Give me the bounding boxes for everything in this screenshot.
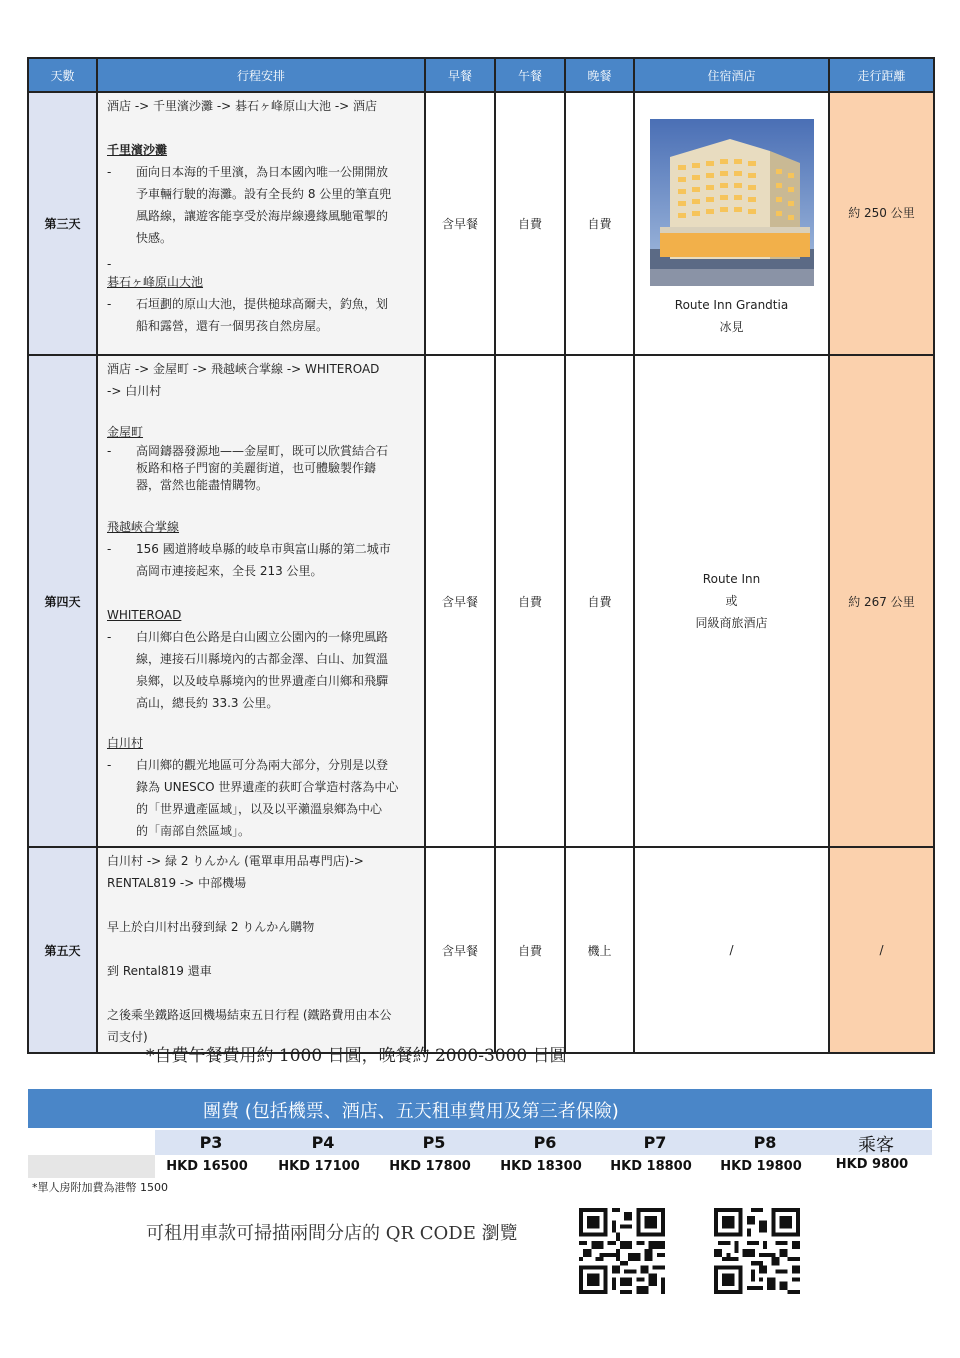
table-row-day4 [28, 355, 934, 847]
spot-desc: 156 國道將岐阜縣的岐阜市與富山縣的第二城市 [136, 542, 391, 556]
schedule-line: 到 Rental819 還車 [107, 964, 212, 978]
qr-code-icon[interactable] [714, 1208, 800, 1294]
header-schedule: 行程安排 [97, 58, 425, 92]
spot-desc: 泉鄉，以及岐阜縣境內的世界遺產白川鄉和飛驒 [136, 674, 389, 688]
fee-tier-label: P4 [311, 1133, 335, 1152]
distance-cell: 約 267 公里 [829, 355, 934, 847]
fee-title: 團費 (包括機票、酒店、五天租車費用及第三者保險) [203, 1101, 619, 1122]
hotel-location: 冰見 [719, 320, 744, 334]
distance-cell: 約 250 公里 [829, 92, 934, 355]
spot-title: 千里濱沙灘 [107, 143, 168, 157]
spot-title: 飛越峽合掌線 [107, 520, 180, 534]
hotel-alt: 同級商旅酒店 [695, 616, 768, 630]
fee-tier-label: P6 [533, 1133, 557, 1152]
spot-desc: 石垣劃的原山大池，提供槌球高爾夫，釣魚，划 [136, 297, 389, 311]
spot-desc: 的「世界遺產區域」，以及以平瀨溫泉鄉為中心 [136, 802, 383, 816]
route-text: 酒店 -> 金屋町 -> 飛越峽合掌線 -> WHITEROAD [107, 362, 380, 376]
schedule-cell: 酒店 -> 千里濱沙灘 -> 碁石ヶ峰原山大池 -> 酒店 千里濱沙灘 - 面向日本海的千里濱，為日本國內唯一公開開放 予車輛行駛的海灘。設有全長約 8 公里的筆直兜 風路線，讓遊客能享受於海岸線邊緣風馳電掣的 快感。 - 碁石ヶ峰原山大池 - 石垣劃的原山大池，提供槌球高爾夫，釣魚，划 船和露營，還有一個男孩自然房屋。 [97, 92, 425, 355]
single-room-note: *單人房附加費為港幣 1500 [32, 1181, 168, 1194]
spot-desc: 高岡市連接起來，全長 213 公里。 [136, 564, 323, 578]
spot-desc: 錄為 UNESCO 世界遺產的荻町合掌造村落為中心 [136, 780, 399, 794]
hotel-name: Route Inn Grandtia [674, 298, 789, 312]
dinner-cell: 自費 [565, 355, 634, 847]
spot-desc: 面向日本海的千里濱，為日本國內唯一公開開放 [136, 165, 389, 179]
header-distance: 走行距離 [829, 58, 934, 92]
fee-tier-label: P7 [643, 1133, 667, 1152]
spot-title: 白川村 [107, 736, 144, 750]
spot-desc: 船和露營，還有一個男孩自然房屋。 [136, 319, 329, 333]
lunch-cell: 自費 [495, 847, 565, 1053]
hotel-cell [634, 92, 829, 355]
header-hotel: 住宿酒店 [634, 58, 829, 92]
qr-code-icon[interactable] [579, 1208, 665, 1294]
spot-desc: 高山，總長約 33.3 公里。 [136, 696, 279, 710]
fee-price: HKD 19800 [720, 1159, 802, 1174]
header-breakfast: 早餐 [425, 58, 495, 92]
qr-instruction: 可租用車款可掃描兩間分店的 QR CODE 瀏覽 [146, 1223, 518, 1244]
itinerary-table [27, 57, 935, 1054]
hotel-or: 或 [725, 594, 738, 608]
spot-desc: 白川鄉白色公路是白山國立公園內的一條兜風路 [136, 630, 389, 644]
spot-desc: 予車輛行駛的海灘。設有全長約 8 公里的筆直兜 [136, 187, 392, 201]
distance-cell: / [829, 847, 934, 1053]
day-label: 第三天 [28, 92, 97, 355]
schedule-line: 早上於白川村出發到緑 2 りんかん購物 [107, 920, 315, 934]
header-dinner: 晚餐 [565, 58, 634, 92]
lunch-cell: 自費 [495, 92, 565, 355]
route-text: -> 白川村 [107, 384, 162, 398]
fee-corner [28, 1130, 155, 1155]
breakfast-cell: 含早餐 [425, 92, 495, 355]
table-row-day3 [28, 92, 934, 355]
breakfast-cell: 含早餐 [425, 355, 495, 847]
dinner-cell: 自費 [565, 92, 634, 355]
hotel-cell: / [634, 847, 829, 1053]
schedule-cell [97, 847, 425, 1053]
header-lunch: 午餐 [495, 58, 565, 92]
fee-price: HKD 17100 [278, 1159, 360, 1174]
fee-title-bar [28, 1089, 932, 1128]
fee-corner-bottom [28, 1155, 155, 1178]
fee-tier-label: P8 [753, 1133, 777, 1152]
schedule-cell: 酒店 -> 金屋町 -> 飛越峽合掌線 -> WHITEROAD -> 白川村 金屋町 - 高岡鑄器發源地——金屋町，既可以欣賞結合石 板路和格子門窗的美麗街道，也可體驗製作鑄 器，當然也能盡情購物。 飛越峽合掌線 - 156 國道將岐阜縣的岐阜市與富山縣的第二城市 高岡市連接起來，全長 213 公里。 WHITEROAD - 白川鄉白色公路是白山國立公園內的一條兜風路 線，連接石川縣境內的古都金澤、白山、加賀溫 泉鄉，以及岐阜縣境內的世界遺產白川鄉和飛驒 高山，總長約 33.3 公里。 白川村 - 白川鄉的觀光地區可分為兩大部分，分別是以登 錄為 UNESCO 世界遺產的荻町合掌造村落為中心 的「世界遺產區域」，以及以平瀨溫泉鄉為中心 的「南部自然區域」。 [97, 355, 425, 847]
fee-price: HKD 9800 [835, 1157, 909, 1172]
fee-tier-label: P3 [199, 1133, 223, 1152]
fee-price: HKD 17800 [389, 1159, 471, 1174]
route-text: 酒店 -> 千里濱沙灘 -> 碁石ヶ峰原山大池 -> 酒店 [107, 99, 378, 113]
day-label: 第五天 [28, 847, 97, 1053]
schedule-line: 之後乘坐鐵路返回機場結束五日行程 (鐵路費用由本公 [107, 1008, 392, 1022]
table-row-day5 [28, 847, 934, 1053]
table-header-row [28, 58, 934, 92]
meal-cost-note: *自費午餐費用約 1000 日圓，晚餐約 2000-3000 日圓 [146, 1046, 567, 1066]
spot-desc: 器，當然也能盡情購物。 [136, 478, 269, 492]
spot-desc: 板路和格子門窗的美麗街道，也可體驗製作鑄 [136, 461, 377, 475]
hotel-name: Route Inn [702, 572, 761, 586]
spot-title: WHITEROAD [107, 608, 182, 622]
spot-desc: 風路線，讓遊客能享受於海岸線邊緣風馳電掣的 [136, 209, 389, 223]
hotel-cell [634, 355, 829, 847]
route-text: 白川村 -> 緑 2 りんかん (電單車用品專門店)-> [107, 854, 364, 868]
lunch-cell: 自費 [495, 355, 565, 847]
breakfast-cell: 含早餐 [425, 847, 495, 1053]
route-text: RENTAL819 -> 中部機場 [107, 876, 247, 890]
spot-title: 碁石ヶ峰原山大池 [107, 275, 204, 289]
schedule-line: 司支付) [107, 1030, 148, 1044]
spot-desc: 白川鄉的觀光地區可分為兩大部分，分別是以登 [136, 758, 389, 772]
spot-desc: 高岡鑄器發源地——金屋町，既可以欣賞結合石 [136, 444, 389, 458]
fee-tier-label: P5 [422, 1133, 446, 1152]
fee-price: HKD 16500 [166, 1159, 248, 1174]
dinner-cell: 機上 [565, 847, 634, 1053]
header-day: 天數 [28, 58, 97, 92]
spot-title: 金屋町 [107, 425, 144, 439]
fee-tier-label: 乘客 [858, 1135, 894, 1156]
fee-price: HKD 18800 [610, 1159, 692, 1174]
hotel-photo [650, 119, 814, 286]
day-label: 第四天 [28, 355, 97, 847]
spot-desc: 的「南部自然區域」。 [136, 824, 251, 838]
spot-desc: 快感。 [136, 231, 173, 245]
spot-desc: 線，連接石川縣境內的古都金澤、白山、加賀溫 [136, 652, 389, 666]
fee-price: HKD 18300 [500, 1159, 582, 1174]
